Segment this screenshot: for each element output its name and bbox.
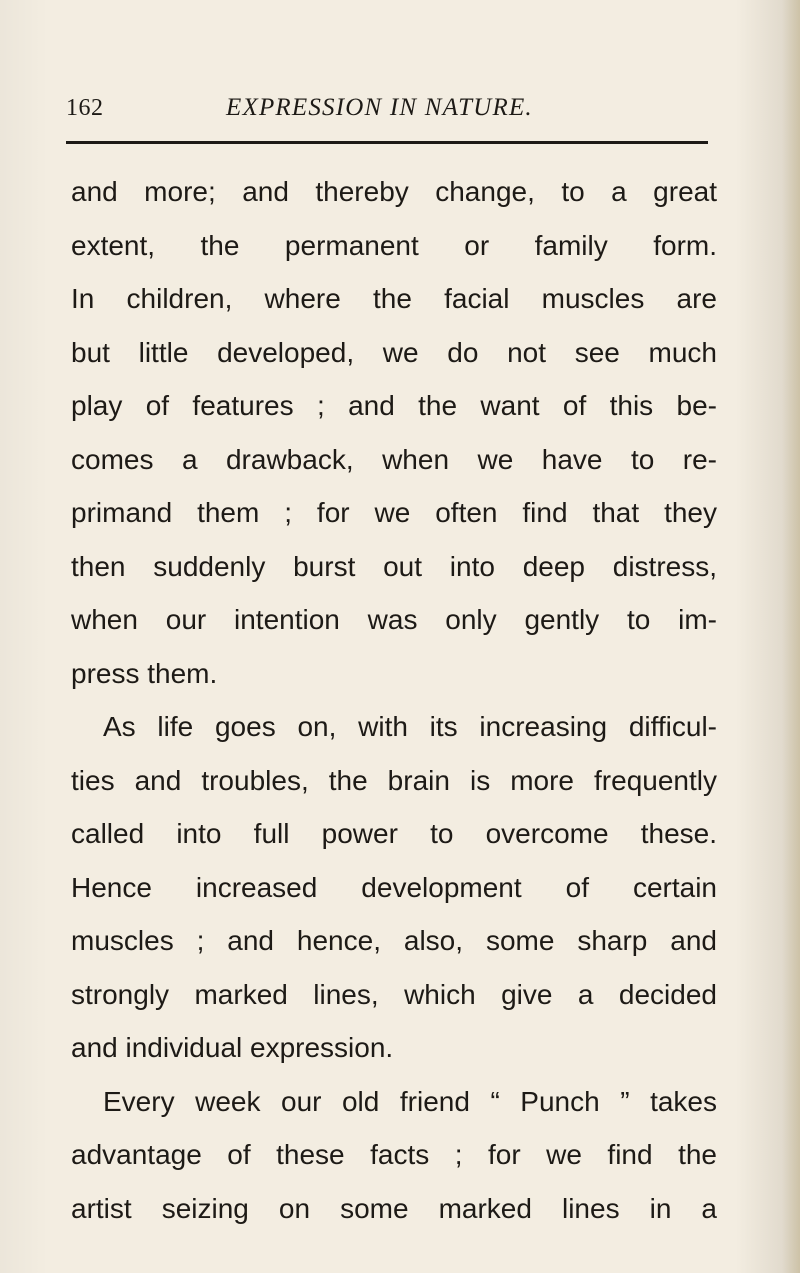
text-line: called into full power to overcome these. — [71, 818, 717, 849]
page-header — [66, 94, 716, 134]
text-line: play of features ; and the want of this be- — [71, 390, 717, 421]
text-line: and more; and thereby change, to a great — [71, 176, 717, 207]
text-line: ties and troubles, the brain is more frequently — [71, 764, 717, 796]
page-edge-tint — [782, 0, 800, 1273]
text-line: when our intention was only gently to im- — [71, 604, 717, 635]
text-line: press them. — [71, 657, 218, 689]
header-rule — [66, 141, 708, 144]
text-line: comes a drawback, when we have to re- — [71, 443, 717, 475]
text-line: Every week our old friend “ Punch ” takes — [103, 1085, 717, 1117]
text-line: muscles ; and hence, also, some sharp and — [71, 925, 717, 956]
text-line: In children, where the facial muscles are — [71, 283, 717, 314]
text-line: advantage of these facts ; for we find the — [71, 1139, 717, 1170]
text-line: primand them ; for we often find that they — [71, 497, 717, 528]
text-line: strongly marked lines, which give a decided — [71, 978, 717, 1010]
text-line: As life goes on, with its increasing difficul- — [103, 711, 717, 742]
text-line: but little developed, we do not see much — [71, 336, 717, 368]
text-line: extent, the permanent or family form. — [71, 229, 717, 261]
running-head: EXPRESSION IN NATURE. — [226, 94, 533, 121]
text-line: and individual expression. — [71, 1032, 394, 1063]
text-line: then suddenly burst out into deep distress, — [71, 550, 717, 582]
body-text — [71, 165, 717, 1235]
text-line: Hence increased development of certain — [71, 871, 717, 903]
text-line: artist seizing on some marked lines in a — [71, 1192, 717, 1224]
page-number: 162 — [66, 95, 104, 121]
